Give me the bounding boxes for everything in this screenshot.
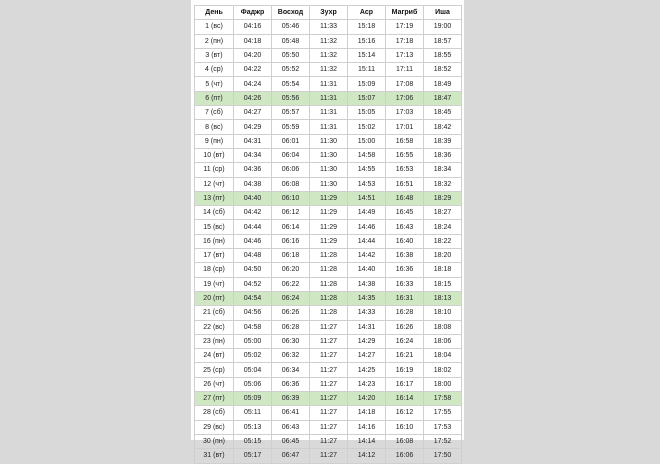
cell-sunrise: 06:34 xyxy=(272,363,310,377)
cell-asr: 14:18 xyxy=(348,406,386,420)
cell-isha: 18:32 xyxy=(424,177,462,191)
cell-sunrise: 06:14 xyxy=(272,220,310,234)
table-row xyxy=(195,34,462,48)
cell-maghrib: 16:51 xyxy=(386,177,424,191)
cell-asr: 14:20 xyxy=(348,392,386,406)
cell-sunrise: 06:26 xyxy=(272,306,310,320)
cell-dhuhr: 11:29 xyxy=(310,206,348,220)
cell-dhuhr: 11:28 xyxy=(310,249,348,263)
cell-dhuhr: 11:28 xyxy=(310,277,348,291)
cell-asr: 14:49 xyxy=(348,206,386,220)
cell-isha: 18:00 xyxy=(424,377,462,391)
cell-maghrib: 16:43 xyxy=(386,220,424,234)
table-row xyxy=(195,106,462,120)
cell-fajr: 04:56 xyxy=(234,306,272,320)
cell-fajr: 04:36 xyxy=(234,163,272,177)
cell-sunrise: 05:56 xyxy=(272,91,310,105)
table-row xyxy=(195,420,462,434)
cell-maghrib: 16:48 xyxy=(386,191,424,205)
cell-isha: 18:15 xyxy=(424,277,462,291)
cell-maghrib: 17:11 xyxy=(386,63,424,77)
cell-day: 13 (пт) xyxy=(195,191,234,205)
header-isha: Иша xyxy=(424,6,462,20)
cell-fajr: 04:16 xyxy=(234,20,272,34)
cell-sunrise: 06:47 xyxy=(272,449,310,463)
header-maghrib: Магриб xyxy=(386,6,424,20)
cell-day: 24 (вт) xyxy=(195,349,234,363)
table-row xyxy=(195,277,462,291)
table-row xyxy=(195,220,462,234)
cell-sunrise: 06:22 xyxy=(272,277,310,291)
cell-sunrise: 05:57 xyxy=(272,106,310,120)
cell-fajr: 04:54 xyxy=(234,291,272,305)
cell-dhuhr: 11:29 xyxy=(310,234,348,248)
cell-asr: 14:55 xyxy=(348,163,386,177)
table-row xyxy=(195,163,462,177)
cell-sunrise: 05:59 xyxy=(272,120,310,134)
cell-dhuhr: 11:30 xyxy=(310,177,348,191)
cell-day: 12 (чт) xyxy=(195,177,234,191)
cell-fajr: 04:44 xyxy=(234,220,272,234)
cell-isha: 17:55 xyxy=(424,406,462,420)
cell-dhuhr: 11:31 xyxy=(310,106,348,120)
cell-isha: 18:18 xyxy=(424,263,462,277)
cell-maghrib: 17:18 xyxy=(386,34,424,48)
table-row xyxy=(195,249,462,263)
cell-fajr: 04:27 xyxy=(234,106,272,120)
cell-sunrise: 05:52 xyxy=(272,63,310,77)
cell-fajr: 05:00 xyxy=(234,334,272,348)
cell-day: 29 (вс) xyxy=(195,420,234,434)
cell-maghrib: 16:38 xyxy=(386,249,424,263)
cell-day: 28 (сб) xyxy=(195,406,234,420)
cell-day: 26 (чт) xyxy=(195,377,234,391)
cell-fajr: 04:48 xyxy=(234,249,272,263)
timetable-sheet xyxy=(191,0,464,460)
cell-maghrib: 16:21 xyxy=(386,349,424,363)
cell-day: 20 (пт) xyxy=(195,291,234,305)
cell-sunrise: 06:36 xyxy=(272,377,310,391)
cell-isha: 18:45 xyxy=(424,106,462,120)
table-row xyxy=(195,449,462,463)
cell-maghrib: 16:17 xyxy=(386,377,424,391)
cell-sunrise: 06:28 xyxy=(272,320,310,334)
cell-asr: 14:46 xyxy=(348,220,386,234)
cell-isha: 18:22 xyxy=(424,234,462,248)
cell-asr: 15:09 xyxy=(348,77,386,91)
cell-fajr: 05:11 xyxy=(234,406,272,420)
cell-sunrise: 06:39 xyxy=(272,392,310,406)
cell-fajr: 04:34 xyxy=(234,148,272,162)
cell-fajr: 04:52 xyxy=(234,277,272,291)
cell-asr: 15:05 xyxy=(348,106,386,120)
cell-fajr: 04:22 xyxy=(234,63,272,77)
cell-dhuhr: 11:30 xyxy=(310,163,348,177)
cell-isha: 18:20 xyxy=(424,249,462,263)
cell-sunrise: 06:41 xyxy=(272,406,310,420)
cell-fajr: 04:46 xyxy=(234,234,272,248)
cell-maghrib: 16:26 xyxy=(386,320,424,334)
table-row xyxy=(195,63,462,77)
table-row xyxy=(195,234,462,248)
cell-isha: 18:47 xyxy=(424,91,462,105)
cell-fajr: 05:02 xyxy=(234,349,272,363)
cell-dhuhr: 11:29 xyxy=(310,220,348,234)
cell-dhuhr: 11:28 xyxy=(310,291,348,305)
cell-maghrib: 16:10 xyxy=(386,420,424,434)
table-row xyxy=(195,306,462,320)
cell-fajr: 05:09 xyxy=(234,392,272,406)
cell-sunrise: 06:18 xyxy=(272,249,310,263)
header-row xyxy=(195,6,462,20)
cell-dhuhr: 11:29 xyxy=(310,191,348,205)
cell-maghrib: 16:55 xyxy=(386,148,424,162)
cell-day: 5 (чт) xyxy=(195,77,234,91)
cell-fajr: 05:04 xyxy=(234,363,272,377)
cell-isha: 17:53 xyxy=(424,420,462,434)
header-sunrise: Восход xyxy=(272,6,310,20)
cell-dhuhr: 11:32 xyxy=(310,63,348,77)
cell-asr: 14:33 xyxy=(348,306,386,320)
cell-dhuhr: 11:27 xyxy=(310,420,348,434)
cell-asr: 14:14 xyxy=(348,434,386,448)
cell-day: 7 (сб) xyxy=(195,106,234,120)
cell-asr: 15:16 xyxy=(348,34,386,48)
cell-isha: 18:39 xyxy=(424,134,462,148)
table-row xyxy=(195,334,462,348)
cell-day: 2 (пн) xyxy=(195,34,234,48)
cell-dhuhr: 11:27 xyxy=(310,377,348,391)
cell-asr: 14:58 xyxy=(348,148,386,162)
cell-isha: 18:24 xyxy=(424,220,462,234)
cell-day: 25 (ср) xyxy=(195,363,234,377)
cell-fajr: 04:42 xyxy=(234,206,272,220)
cell-sunrise: 05:48 xyxy=(272,34,310,48)
cell-asr: 14:31 xyxy=(348,320,386,334)
cell-fajr: 05:17 xyxy=(234,449,272,463)
cell-asr: 14:12 xyxy=(348,449,386,463)
cell-isha: 18:10 xyxy=(424,306,462,320)
table-body xyxy=(195,20,462,463)
cell-isha: 19:00 xyxy=(424,20,462,34)
table-row xyxy=(195,392,462,406)
header-dhuhr: Зухр xyxy=(310,6,348,20)
cell-maghrib: 17:03 xyxy=(386,106,424,120)
cell-day: 21 (сб) xyxy=(195,306,234,320)
table-row xyxy=(195,363,462,377)
cell-asr: 14:44 xyxy=(348,234,386,248)
cell-sunrise: 05:54 xyxy=(272,77,310,91)
cell-dhuhr: 11:30 xyxy=(310,148,348,162)
cell-sunrise: 06:12 xyxy=(272,206,310,220)
cell-dhuhr: 11:30 xyxy=(310,134,348,148)
cell-asr: 14:42 xyxy=(348,249,386,263)
cell-fajr: 04:29 xyxy=(234,120,272,134)
cell-isha: 18:52 xyxy=(424,63,462,77)
cell-maghrib: 16:08 xyxy=(386,434,424,448)
cell-asr: 15:14 xyxy=(348,48,386,62)
cell-maghrib: 17:19 xyxy=(386,20,424,34)
cell-asr: 15:07 xyxy=(348,91,386,105)
cell-asr: 14:35 xyxy=(348,291,386,305)
cell-isha: 18:27 xyxy=(424,206,462,220)
cell-maghrib: 16:53 xyxy=(386,163,424,177)
cell-dhuhr: 11:27 xyxy=(310,392,348,406)
cell-fajr: 05:06 xyxy=(234,377,272,391)
cell-dhuhr: 11:27 xyxy=(310,434,348,448)
table-row xyxy=(195,77,462,91)
cell-maghrib: 16:28 xyxy=(386,306,424,320)
cell-dhuhr: 11:32 xyxy=(310,34,348,48)
cell-maghrib: 16:12 xyxy=(386,406,424,420)
cell-sunrise: 06:43 xyxy=(272,420,310,434)
cell-maghrib: 16:58 xyxy=(386,134,424,148)
cell-fajr: 05:13 xyxy=(234,420,272,434)
cell-day: 23 (пн) xyxy=(195,334,234,348)
cell-fajr: 04:24 xyxy=(234,77,272,91)
cell-asr: 14:23 xyxy=(348,377,386,391)
cell-asr: 14:53 xyxy=(348,177,386,191)
cell-sunrise: 06:24 xyxy=(272,291,310,305)
cell-dhuhr: 11:27 xyxy=(310,349,348,363)
cell-day: 16 (пн) xyxy=(195,234,234,248)
table-row xyxy=(195,320,462,334)
cell-asr: 14:27 xyxy=(348,349,386,363)
header-day: День xyxy=(195,6,234,20)
cell-fajr: 04:58 xyxy=(234,320,272,334)
cell-dhuhr: 11:27 xyxy=(310,449,348,463)
cell-day: 18 (ср) xyxy=(195,263,234,277)
cell-asr: 14:40 xyxy=(348,263,386,277)
cell-dhuhr: 11:33 xyxy=(310,20,348,34)
cell-dhuhr: 11:27 xyxy=(310,363,348,377)
cell-isha: 18:02 xyxy=(424,363,462,377)
cell-maghrib: 17:08 xyxy=(386,77,424,91)
table-row xyxy=(195,48,462,62)
table-row xyxy=(195,291,462,305)
cell-asr: 14:38 xyxy=(348,277,386,291)
cell-asr: 15:00 xyxy=(348,134,386,148)
cell-sunrise: 06:20 xyxy=(272,263,310,277)
cell-day: 15 (вс) xyxy=(195,220,234,234)
cell-day: 8 (вс) xyxy=(195,120,234,134)
cell-dhuhr: 11:27 xyxy=(310,406,348,420)
table-row xyxy=(195,148,462,162)
cell-maghrib: 16:40 xyxy=(386,234,424,248)
header-asr: Аср xyxy=(348,6,386,20)
cell-dhuhr: 11:31 xyxy=(310,91,348,105)
cell-isha: 18:42 xyxy=(424,120,462,134)
cell-maghrib: 16:19 xyxy=(386,363,424,377)
cell-day: 14 (сб) xyxy=(195,206,234,220)
cell-asr: 15:18 xyxy=(348,20,386,34)
cell-fajr: 05:15 xyxy=(234,434,272,448)
cell-isha: 18:06 xyxy=(424,334,462,348)
cell-dhuhr: 11:31 xyxy=(310,77,348,91)
cell-isha: 18:13 xyxy=(424,291,462,305)
cell-day: 30 (пн) xyxy=(195,434,234,448)
table-row xyxy=(195,349,462,363)
cell-maghrib: 17:13 xyxy=(386,48,424,62)
cell-day: 1 (вс) xyxy=(195,20,234,34)
cell-isha: 18:04 xyxy=(424,349,462,363)
cell-maghrib: 16:14 xyxy=(386,392,424,406)
cell-isha: 18:57 xyxy=(424,34,462,48)
cell-asr: 14:29 xyxy=(348,334,386,348)
cell-fajr: 04:38 xyxy=(234,177,272,191)
cell-sunrise: 06:30 xyxy=(272,334,310,348)
cell-sunrise: 05:46 xyxy=(272,20,310,34)
cell-day: 6 (пт) xyxy=(195,91,234,105)
cell-asr: 15:02 xyxy=(348,120,386,134)
cell-sunrise: 06:32 xyxy=(272,349,310,363)
cell-isha: 18:55 xyxy=(424,48,462,62)
cell-asr: 14:51 xyxy=(348,191,386,205)
prayer-times-table xyxy=(194,5,462,464)
cell-asr: 15:11 xyxy=(348,63,386,77)
table-row xyxy=(195,206,462,220)
cell-sunrise: 06:10 xyxy=(272,191,310,205)
cell-asr: 14:16 xyxy=(348,420,386,434)
cell-fajr: 04:20 xyxy=(234,48,272,62)
cell-fajr: 04:50 xyxy=(234,263,272,277)
cell-day: 19 (чт) xyxy=(195,277,234,291)
cell-isha: 18:08 xyxy=(424,320,462,334)
table-row xyxy=(195,191,462,205)
cell-isha: 18:49 xyxy=(424,77,462,91)
cell-isha: 17:52 xyxy=(424,434,462,448)
cell-isha: 18:34 xyxy=(424,163,462,177)
header-fajr: Фаджр xyxy=(234,6,272,20)
cell-maghrib: 16:31 xyxy=(386,291,424,305)
cell-fajr: 04:40 xyxy=(234,191,272,205)
table-row xyxy=(195,377,462,391)
table-row xyxy=(195,434,462,448)
cell-sunrise: 06:06 xyxy=(272,163,310,177)
cell-day: 31 (вт) xyxy=(195,449,234,463)
cell-sunrise: 06:01 xyxy=(272,134,310,148)
cell-isha: 17:50 xyxy=(424,449,462,463)
table-row xyxy=(195,20,462,34)
cell-day: 22 (вс) xyxy=(195,320,234,334)
cell-isha: 18:29 xyxy=(424,191,462,205)
cell-maghrib: 16:45 xyxy=(386,206,424,220)
cell-sunrise: 06:04 xyxy=(272,148,310,162)
cell-asr: 14:25 xyxy=(348,363,386,377)
table-row xyxy=(195,177,462,191)
cell-maghrib: 16:33 xyxy=(386,277,424,291)
table-row xyxy=(195,134,462,148)
cell-dhuhr: 11:28 xyxy=(310,306,348,320)
table-row xyxy=(195,263,462,277)
table-row xyxy=(195,406,462,420)
cell-maghrib: 16:24 xyxy=(386,334,424,348)
cell-dhuhr: 11:28 xyxy=(310,263,348,277)
cell-day: 17 (вт) xyxy=(195,249,234,263)
cell-day: 27 (пт) xyxy=(195,392,234,406)
cell-sunrise: 06:16 xyxy=(272,234,310,248)
cell-maghrib: 17:01 xyxy=(386,120,424,134)
cell-fajr: 04:31 xyxy=(234,134,272,148)
cell-dhuhr: 11:27 xyxy=(310,320,348,334)
cell-isha: 18:36 xyxy=(424,148,462,162)
cell-isha: 17:58 xyxy=(424,392,462,406)
cell-dhuhr: 11:27 xyxy=(310,334,348,348)
cell-day: 4 (ср) xyxy=(195,63,234,77)
cell-dhuhr: 11:32 xyxy=(310,48,348,62)
table-row xyxy=(195,91,462,105)
cell-day: 10 (вт) xyxy=(195,148,234,162)
table-row xyxy=(195,120,462,134)
cell-day: 9 (пн) xyxy=(195,134,234,148)
cell-maghrib: 16:36 xyxy=(386,263,424,277)
cell-maghrib: 16:06 xyxy=(386,449,424,463)
cell-day: 3 (вт) xyxy=(195,48,234,62)
cell-sunrise: 05:50 xyxy=(272,48,310,62)
cell-sunrise: 06:45 xyxy=(272,434,310,448)
cell-sunrise: 06:08 xyxy=(272,177,310,191)
cell-dhuhr: 11:31 xyxy=(310,120,348,134)
cell-fajr: 04:18 xyxy=(234,34,272,48)
cell-fajr: 04:26 xyxy=(234,91,272,105)
cell-day: 11 (ср) xyxy=(195,163,234,177)
cell-maghrib: 17:06 xyxy=(386,91,424,105)
